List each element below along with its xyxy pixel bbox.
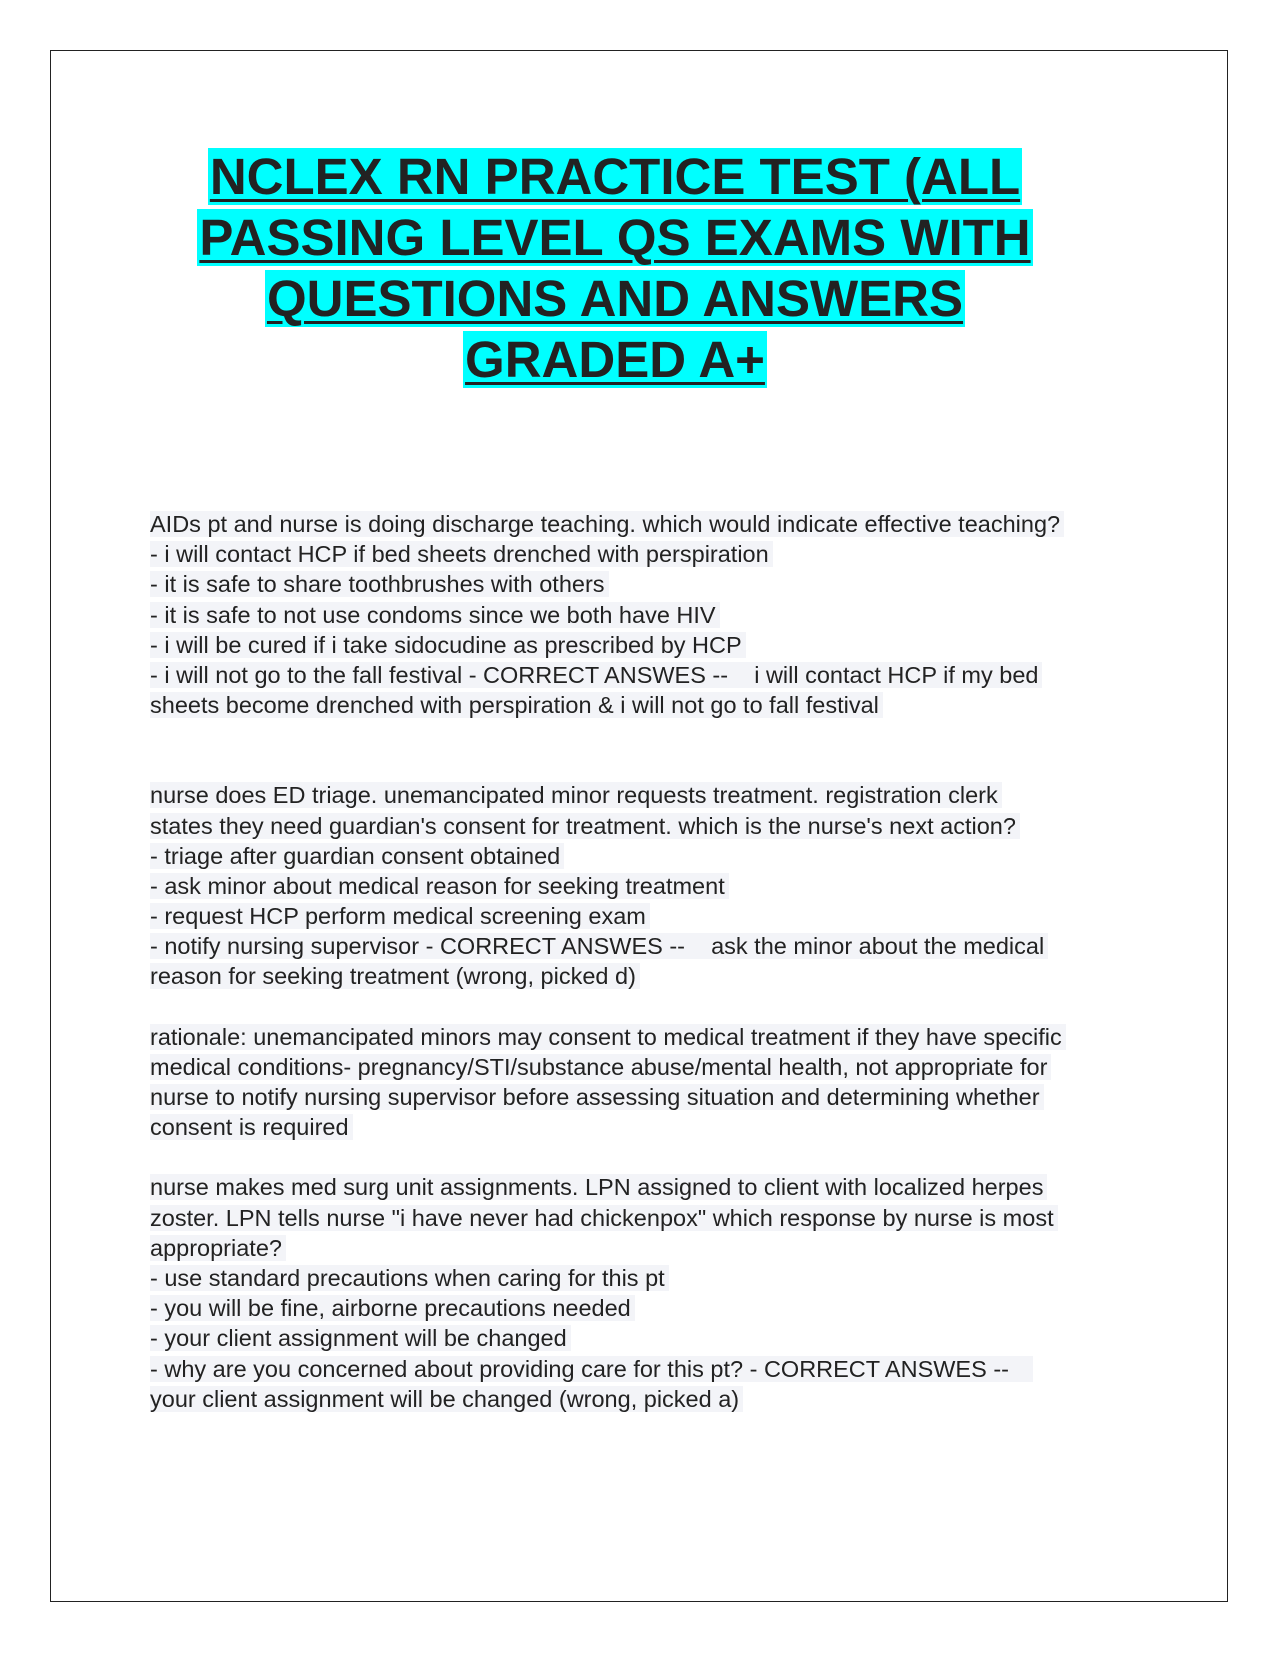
- rationale-2: [150, 1022, 1130, 1143]
- text-line: [150, 509, 1130, 539]
- text-line: [150, 1384, 1130, 1414]
- title-line: [150, 207, 1080, 268]
- text-line: [150, 1203, 1130, 1233]
- answer-option: - your client assignment will be changed: [150, 1325, 571, 1351]
- text-line: [150, 780, 1130, 810]
- question-3: [150, 1172, 1130, 1414]
- question-text: zoster. LPN tells nurse "i have never had chickenpox" which response by nurse is most: [150, 1205, 1058, 1231]
- title-line: [150, 329, 1080, 390]
- answer-option: - it is safe to not use condoms since we both have HIV: [150, 602, 720, 628]
- correct-answer: reason for seeking treatment (wrong, picked d): [150, 963, 640, 989]
- question-text: nurse does ED triage. unemancipated minor requests treatment. registration clerk: [150, 782, 1002, 808]
- text-line: [150, 961, 1130, 991]
- rationale-text: rationale: unemancipated minors may consent to medical treatment if they have specific: [150, 1024, 1066, 1050]
- text-line: [150, 569, 1130, 599]
- text-line: [150, 871, 1130, 901]
- document-title: [150, 146, 1080, 390]
- text-line: [150, 811, 1130, 841]
- answer-option: - notify nursing supervisor - CORRECT ANSWES -- ask the minor about the medical: [150, 933, 1048, 959]
- text-line: [150, 539, 1130, 569]
- answer-option: - triage after guardian consent obtained: [150, 843, 564, 869]
- spacer: [150, 1142, 1130, 1172]
- text-line: [150, 901, 1130, 931]
- text-line: [150, 1112, 1130, 1142]
- title-text: PASSING LEVEL QS EXAMS WITH: [199, 209, 1031, 266]
- question-text: nurse makes med surg unit assignments. LPN assigned to client with localized herpes: [150, 1174, 1047, 1200]
- text-line: [150, 600, 1130, 630]
- text-line: [150, 1082, 1130, 1112]
- answer-option: - i will not go to the fall festival - CORRECT ANSWES -- i will contact HCP if my bed: [150, 662, 1042, 688]
- text-line: [150, 841, 1130, 871]
- text-line: [150, 1022, 1130, 1052]
- spacer: [150, 720, 1130, 780]
- answer-option: - i will contact HCP if bed sheets drenched with perspiration: [150, 541, 773, 567]
- title-text: GRADED A+: [465, 331, 765, 388]
- title-line: [150, 268, 1080, 329]
- question-1: [150, 509, 1130, 720]
- title-text: NCLEX RN PRACTICE TEST (ALL: [209, 148, 1021, 205]
- text-line: [150, 690, 1130, 720]
- answer-option: - you will be fine, airborne precautions needed: [150, 1295, 635, 1321]
- text-line: [150, 931, 1130, 961]
- answer-option: - it is safe to share toothbrushes with others: [150, 571, 609, 597]
- document-body: [150, 509, 1130, 1414]
- answer-option: - i will be cured if i take sidocudine as prescribed by HCP: [150, 632, 746, 658]
- answer-option: - use standard precautions when caring for this pt: [150, 1265, 669, 1291]
- answer-option: - ask minor about medical reason for seeking treatment: [150, 873, 729, 899]
- correct-answer: your client assignment will be changed (wrong, picked a): [150, 1386, 743, 1412]
- text-line: [150, 660, 1130, 690]
- text-line: [150, 1323, 1130, 1353]
- text-line: [150, 1293, 1130, 1323]
- answer-option: - why are you concerned about providing care for this pt? - CORRECT ANSWES --: [150, 1356, 1033, 1382]
- correct-answer: sheets become drenched with perspiration & i will not go to fall festival: [150, 692, 883, 718]
- text-line: [150, 1354, 1130, 1384]
- question-text: appropriate?: [150, 1235, 286, 1261]
- text-line: [150, 630, 1130, 660]
- text-line: [150, 1233, 1130, 1263]
- rationale-text: consent is required: [150, 1114, 353, 1140]
- question-2: [150, 780, 1130, 991]
- rationale-text: medical conditions- pregnancy/STI/substance abuse/mental health, not appropriate for: [150, 1054, 1051, 1080]
- text-line: [150, 1263, 1130, 1293]
- title-text: QUESTIONS AND ANSWERS: [266, 270, 964, 327]
- question-text: states they need guardian's consent for treatment. which is the nurse's next action?: [150, 813, 1020, 839]
- rationale-text: nurse to notify nursing supervisor before assessing situation and determining whether: [150, 1084, 1044, 1110]
- spacer: [150, 992, 1130, 1022]
- title-line: [150, 146, 1080, 207]
- answer-option: - request HCP perform medical screening exam: [150, 903, 650, 929]
- text-line: [150, 1172, 1130, 1202]
- question-text: AIDs pt and nurse is doing discharge teaching. which would indicate effective teaching?: [150, 511, 1064, 537]
- text-line: [150, 1052, 1130, 1082]
